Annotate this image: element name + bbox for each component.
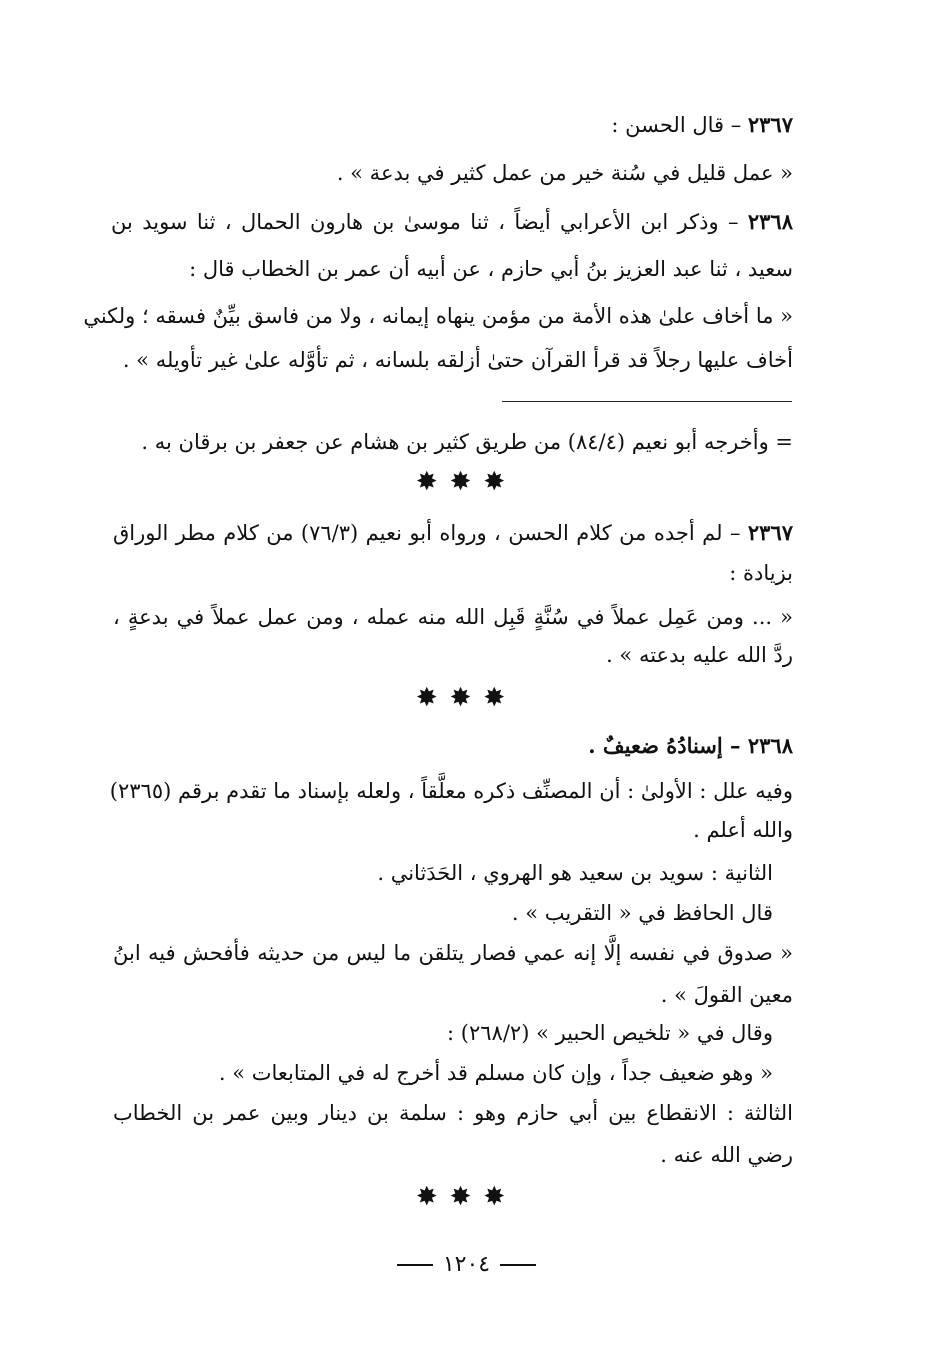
page-number-footer	[0, 1250, 933, 1280]
footnote-2368-line-3: الثانية : سويد بن سعيد هو الهروي ، الحَدَثاني .	[377, 861, 773, 885]
footnote-number: ٢٣٦٨	[747, 733, 793, 758]
footnote-2368-line-2: والله أعلم .	[693, 818, 793, 842]
footnote-2368-line-10: رضي الله عنه .	[660, 1143, 793, 1167]
footnote-2367-quote-1: « ... ومن عَمِل عملاً في سُنَّةٍ قَبِل الله منه عمله ، ومن عمل عملاً في بدعةٍ ،	[113, 605, 794, 629]
footnote-rule	[502, 401, 792, 402]
entry-2368-quote-2: أخاف عليها رجلاً قد قرأ القرآن حتىٰ أزلقه بلسانه ، ثم تأوَّله علىٰ غير تأويله » .	[122, 348, 793, 372]
footer-dash	[500, 1264, 536, 1266]
page-number: ١٢٠٤	[442, 1252, 491, 1277]
footnote-number: ٢٣٦٧	[747, 520, 794, 545]
footnote-2368-line-6: معين القولَ » .	[660, 983, 793, 1007]
footnote-2367-line-2: بزيادة :	[729, 561, 793, 585]
entry-text: – وذكر ابن الأعرابي أيضاً ، ثنا موسىٰ بن هارون الحمال ، ثنا سويد بن	[111, 210, 748, 234]
footnote-2368-line-7: وقال في « تلخيص الحبير » (٢٦٨/٢) :	[447, 1021, 773, 1045]
footnote-2367-quote-2: ردَّ الله عليه بدعته » .	[606, 643, 793, 667]
entry-2368-quote-1: « ما أخاف علىٰ هذه الأمة من مؤمن ينهاه إيمانه ، ولا من فاسق بيِّنٌ فسقه ؛ ولكني	[83, 304, 793, 328]
entry-2367-quote: « عمل قليل في سُنة خير من عمل كثير في بدعة » .	[336, 161, 793, 185]
footnote-2368-line-5: « صدوق في نفسه إلَّا إنه عمي فصار يتلقن ما ليس من حديثه فأفحش فيه ابنُ	[113, 941, 793, 965]
separator-stars: ✸✸✸	[415, 1182, 518, 1212]
footnote-continuation: = وأخرجه أبو نعيم (٨٤/٤) من طريق كثير بن هشام عن جعفر بن برقان به .	[141, 430, 793, 454]
separator-stars: ✸✸✸	[415, 683, 518, 713]
footnote-2367-heading	[113, 518, 793, 548]
footnote-text: – لم أجده من كلام الحسن ، ورواه أبو نعيم (٧٦/٣) من كلام مطر الوراق	[113, 521, 748, 545]
footnote-2368-line-9: الثالثة : الانقطاع بين أبي حازم وهو : سلمة بن دينار وبين عمر بن الخطاب	[113, 1101, 793, 1125]
footnote-2368-line-1: وفيه علل : الأولىٰ : أن المصنِّف ذكره معلَّقاً ، ولعله بإسناد ما تقدم برقم (٢٣٦٥)	[109, 779, 793, 803]
entry-number: ٢٣٦٨	[747, 209, 793, 234]
separator-stars: ✸✸✸	[415, 467, 518, 497]
entry-text: – قال الحسن :	[611, 113, 748, 137]
entry-number: ٢٣٦٧	[747, 112, 793, 137]
entry-2367-heading	[113, 110, 793, 140]
footer-dash	[397, 1264, 433, 1266]
entry-2368-line-2: سعيد ، ثنا عبد العزيز بنُ أبي حازم ، عن أبيه أن عمر بن الخطاب قال :	[189, 257, 793, 281]
footnote-2368-line-4: قال الحافظ في « التقريب » .	[511, 901, 773, 925]
footnote-2368-heading	[113, 731, 793, 761]
entry-2368-heading	[111, 207, 793, 237]
footnote-text: – إسنادُهُ ضعيفٌ .	[588, 733, 748, 758]
footnote-2368-line-8: « وهو ضعيف جداً ، وإن كان مسلم قد أخرج له في المتابعات » .	[218, 1061, 773, 1085]
